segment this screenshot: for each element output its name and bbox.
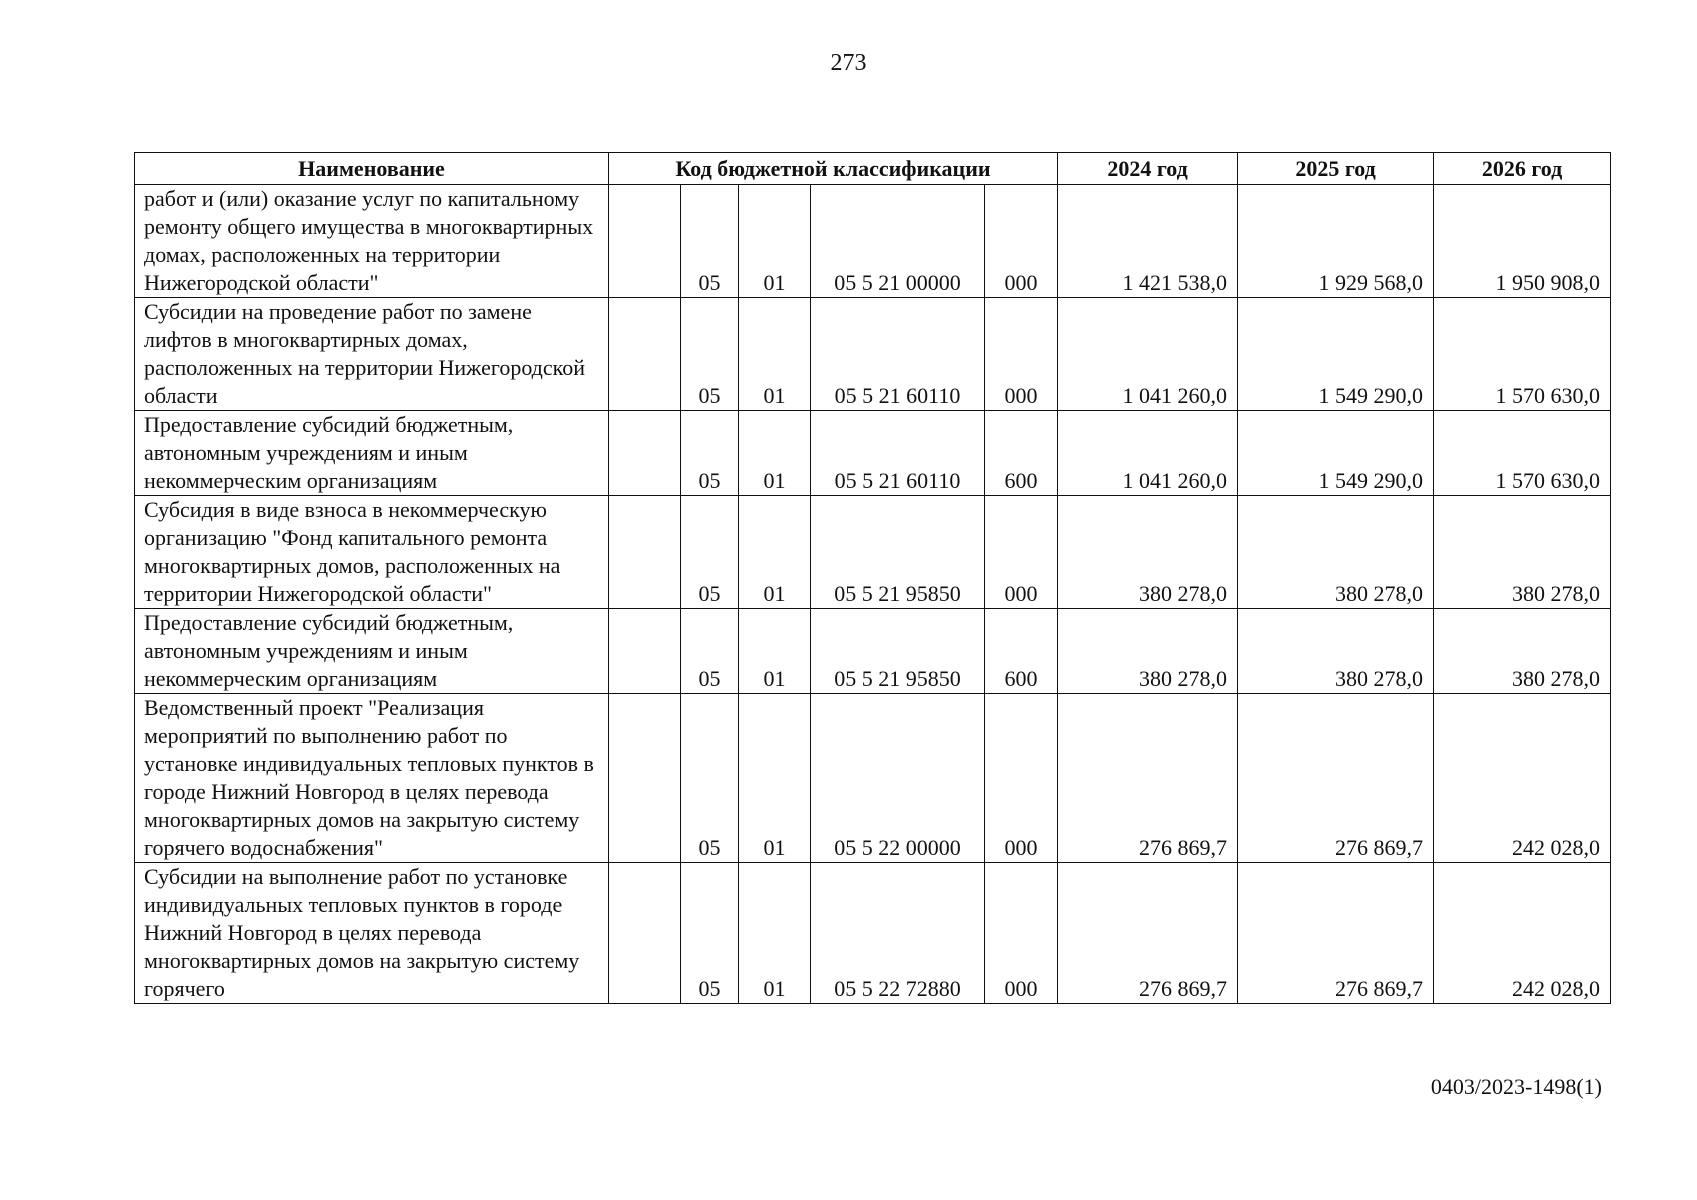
table-header-row	[135, 153, 1611, 185]
code-subsection: 01	[739, 694, 811, 863]
row-name: Предоставление субсидий бюджетным, автономным учреждениям и иным некоммерческим организациям	[135, 411, 609, 496]
code-target: 05 5 21 00000	[811, 185, 985, 298]
header-2025: 2025 год	[1238, 153, 1434, 185]
table-row	[135, 496, 1611, 609]
table-row	[135, 694, 1611, 863]
table-row	[135, 298, 1611, 411]
amount-2025: 1 549 290,0	[1238, 411, 1434, 496]
amount-2025: 1 549 290,0	[1238, 298, 1434, 411]
code-target: 05 5 21 95850	[811, 609, 985, 694]
code-section: 05	[681, 185, 739, 298]
amount-2025: 380 278,0	[1238, 496, 1434, 609]
row-name: Субсидии на проведение работ по замене лифтов в многоквартирных домах, расположенных на территории Нижегородской области	[135, 298, 609, 411]
code-expense-type: 000	[985, 298, 1058, 411]
code-section: 05	[681, 496, 739, 609]
amount-2024: 276 869,7	[1058, 863, 1238, 1004]
code-subsection: 01	[739, 496, 811, 609]
amount-2024: 1 041 260,0	[1058, 411, 1238, 496]
amount-2026: 380 278,0	[1434, 609, 1611, 694]
code-section: 05	[681, 609, 739, 694]
code-expense-type: 600	[985, 609, 1058, 694]
document-number: 0403/2023-1498(1)	[1430, 1074, 1602, 1099]
code-section: 05	[681, 694, 739, 863]
code-subsection: 01	[739, 298, 811, 411]
amount-2024: 380 278,0	[1058, 496, 1238, 609]
row-name: Субсидии на выполнение работ по установке индивидуальных тепловых пунктов в городе Нижний Новгород в целях перевода многоквартирных домов на закрытую систему горячего	[135, 863, 609, 1004]
code-expense-type: 000	[985, 185, 1058, 298]
table-row	[135, 609, 1611, 694]
code-blank	[609, 863, 681, 1004]
header-2026: 2026 год	[1434, 153, 1611, 185]
code-subsection: 01	[739, 863, 811, 1004]
code-target: 05 5 21 60110	[811, 298, 985, 411]
amount-2024: 380 278,0	[1058, 609, 1238, 694]
row-name: Субсидия в виде взноса в некоммерческую организацию "Фонд капитального ремонта многоквартирных домов, расположенных на территории Нижегородской области"	[135, 496, 609, 609]
amount-2025: 380 278,0	[1238, 609, 1434, 694]
code-expense-type: 000	[985, 863, 1058, 1004]
code-section: 05	[681, 863, 739, 1004]
amount-2026: 1 570 630,0	[1434, 298, 1611, 411]
code-blank	[609, 185, 681, 298]
code-blank	[609, 298, 681, 411]
code-target: 05 5 21 95850	[811, 496, 985, 609]
header-name: Наименование	[135, 153, 609, 185]
table-row	[135, 863, 1611, 1004]
header-2024: 2024 год	[1058, 153, 1238, 185]
amount-2026: 1 950 908,0	[1434, 185, 1611, 298]
amount-2024: 1 041 260,0	[1058, 298, 1238, 411]
row-name: Предоставление субсидий бюджетным, автономным учреждениям и иным некоммерческим организациям	[135, 609, 609, 694]
amount-2024: 1 421 538,0	[1058, 185, 1238, 298]
budget-table	[134, 152, 1611, 1004]
amount-2025: 276 869,7	[1238, 694, 1434, 863]
code-subsection: 01	[739, 411, 811, 496]
amount-2024: 276 869,7	[1058, 694, 1238, 863]
amount-2025: 1 929 568,0	[1238, 185, 1434, 298]
code-blank	[609, 694, 681, 863]
code-expense-type: 000	[985, 496, 1058, 609]
page-number: 273	[830, 50, 867, 76]
code-blank	[609, 609, 681, 694]
code-section: 05	[681, 298, 739, 411]
row-name: Ведомственный проект "Реализация мероприятий по выполнению работ по установке индивидуальных тепловых пунктов в городе Нижний Новгород в целях перевода многоквартирных домов на закрытую систему горячего водоснабжения"	[135, 694, 609, 863]
code-section: 05	[681, 411, 739, 496]
code-target: 05 5 22 00000	[811, 694, 985, 863]
code-expense-type: 600	[985, 411, 1058, 496]
code-subsection: 01	[739, 185, 811, 298]
code-subsection: 01	[739, 609, 811, 694]
table-row	[135, 411, 1611, 496]
code-target: 05 5 21 60110	[811, 411, 985, 496]
code-target: 05 5 22 72880	[811, 863, 985, 1004]
header-code: Код бюджетной классификации	[609, 153, 1058, 185]
code-blank	[609, 411, 681, 496]
code-expense-type: 000	[985, 694, 1058, 863]
row-name: работ и (или) оказание услуг по капитальному ремонту общего имущества в многоквартирных домах, расположенных на территории Нижегородской области"	[135, 185, 609, 298]
amount-2026: 242 028,0	[1434, 694, 1611, 863]
amount-2026: 1 570 630,0	[1434, 411, 1611, 496]
amount-2026: 242 028,0	[1434, 863, 1611, 1004]
code-blank	[609, 496, 681, 609]
amount-2026: 380 278,0	[1434, 496, 1611, 609]
amount-2025: 276 869,7	[1238, 863, 1434, 1004]
table-row	[135, 185, 1611, 298]
